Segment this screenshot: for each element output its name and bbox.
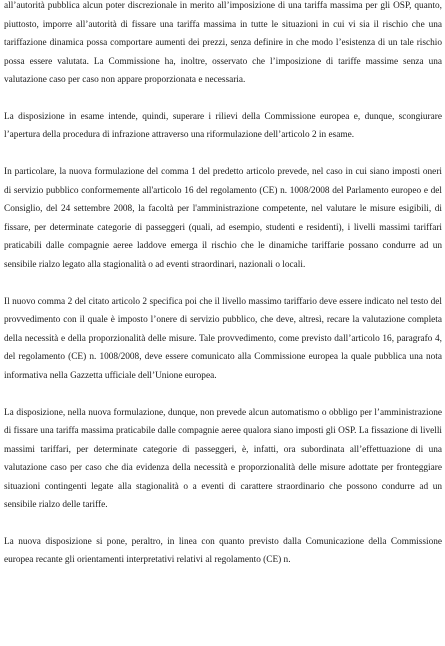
paragraph-overcome-objections: La disposizione in esame intende, quindi, superare i rilievi della Commissione europea e, dunque, scongiurare l’apertura della procedura di infrazione attraverso una riformulazione dell’articolo 2 in esame. bbox=[4, 111, 442, 141]
paragraph-osp-discretion: all’autorità pubblica alcun poter discrezionale in merito all’imposizione di una tariffa massima per gli OSP, quanto, piuttosto, imporre all’autorità di fissare una tariffa massima in tutte le situazioni in cui vi sia il rischio che una tariffazione dinamica possa comportare aumenti dei prezzi, senza definire in che modo l’esistenza di un tale rischio possa essere valutata. La Commissione ha, inoltre, osservato che l’imposizione di tariffe massime senza una valutazione caso per caso non appare proporzionata e necessaria. bbox=[4, 1, 442, 85]
paragraph-commission-guidelines: La nuova disposizione si pone, peraltro, in linea con quanto previsto dalla Comunicazione della Commissione europea recante gli orientamenti interpretativi relativi al regolamento (CE) n. bbox=[4, 536, 442, 566]
document-body bbox=[4, 0, 442, 588]
paragraph-new-comma-2: Il nuovo comma 2 del citato articolo 2 specifica poi che il livello massimo tariffario deve essere indicato nel testo del provvedimento con il quale è imposto l’onere di servizio pubblico, che deve, altresì, recare la valutazione completa della necessità e della proporzionalità delle misure. Tale provvedimento, come previsto dall’articolo 16, paragrafo 4, del regolamento (CE) n. 1008/2008, deve essere comunicato alla Commissione europea la quale pubblica una nota informativa nella Gazzetta ufficiale dell’Unione europea. bbox=[4, 296, 442, 381]
paragraph-new-comma-1: In particolare, la nuova formulazione del comma 1 del predetto articolo prevede, nel caso in cui siano imposti oneri di servizio pubblico conformemente all'articolo 16 del regolamento (CE) n. 1008/2008 del Parlamento europeo e del Consiglio, del 24 settembre 2008, la facoltà per l'amministrazione competente, nel valutare le misure esigibili, di fissare, per determinate categorie di passeggeri (quali, ad esempio, studenti e residenti), i livelli massimi tariffari praticabili dalle compagnie aeree laddove emerga il rischio che le dinamiche tariffarie possano condurre ad un sensibile rialzo legato alla stagionalità o ad eventi straordinari, nazionali o locali. bbox=[4, 167, 442, 270]
paragraph-no-automatism: La disposizione, nella nuova formulazione, dunque, non prevede alcun automatismo o obbligo per l’amministrazione di fissare una tariffa massima praticabile dalle compagnie aeree qualora siano imposti gli OSP. La fissazione di livelli massimi tariffari, per determinate categorie di passeggeri, è, infatti, ora subordinata all’effettuazione di una valutazione caso per caso che dia evidenza della necessità e proporzionalità delle misure adottate per fronteggiare situazioni contingenti legate alla stagionalità o a eventi di carattere straordinario che possono condurre ad un sensibile rialzo delle tariffe. bbox=[4, 407, 442, 511]
